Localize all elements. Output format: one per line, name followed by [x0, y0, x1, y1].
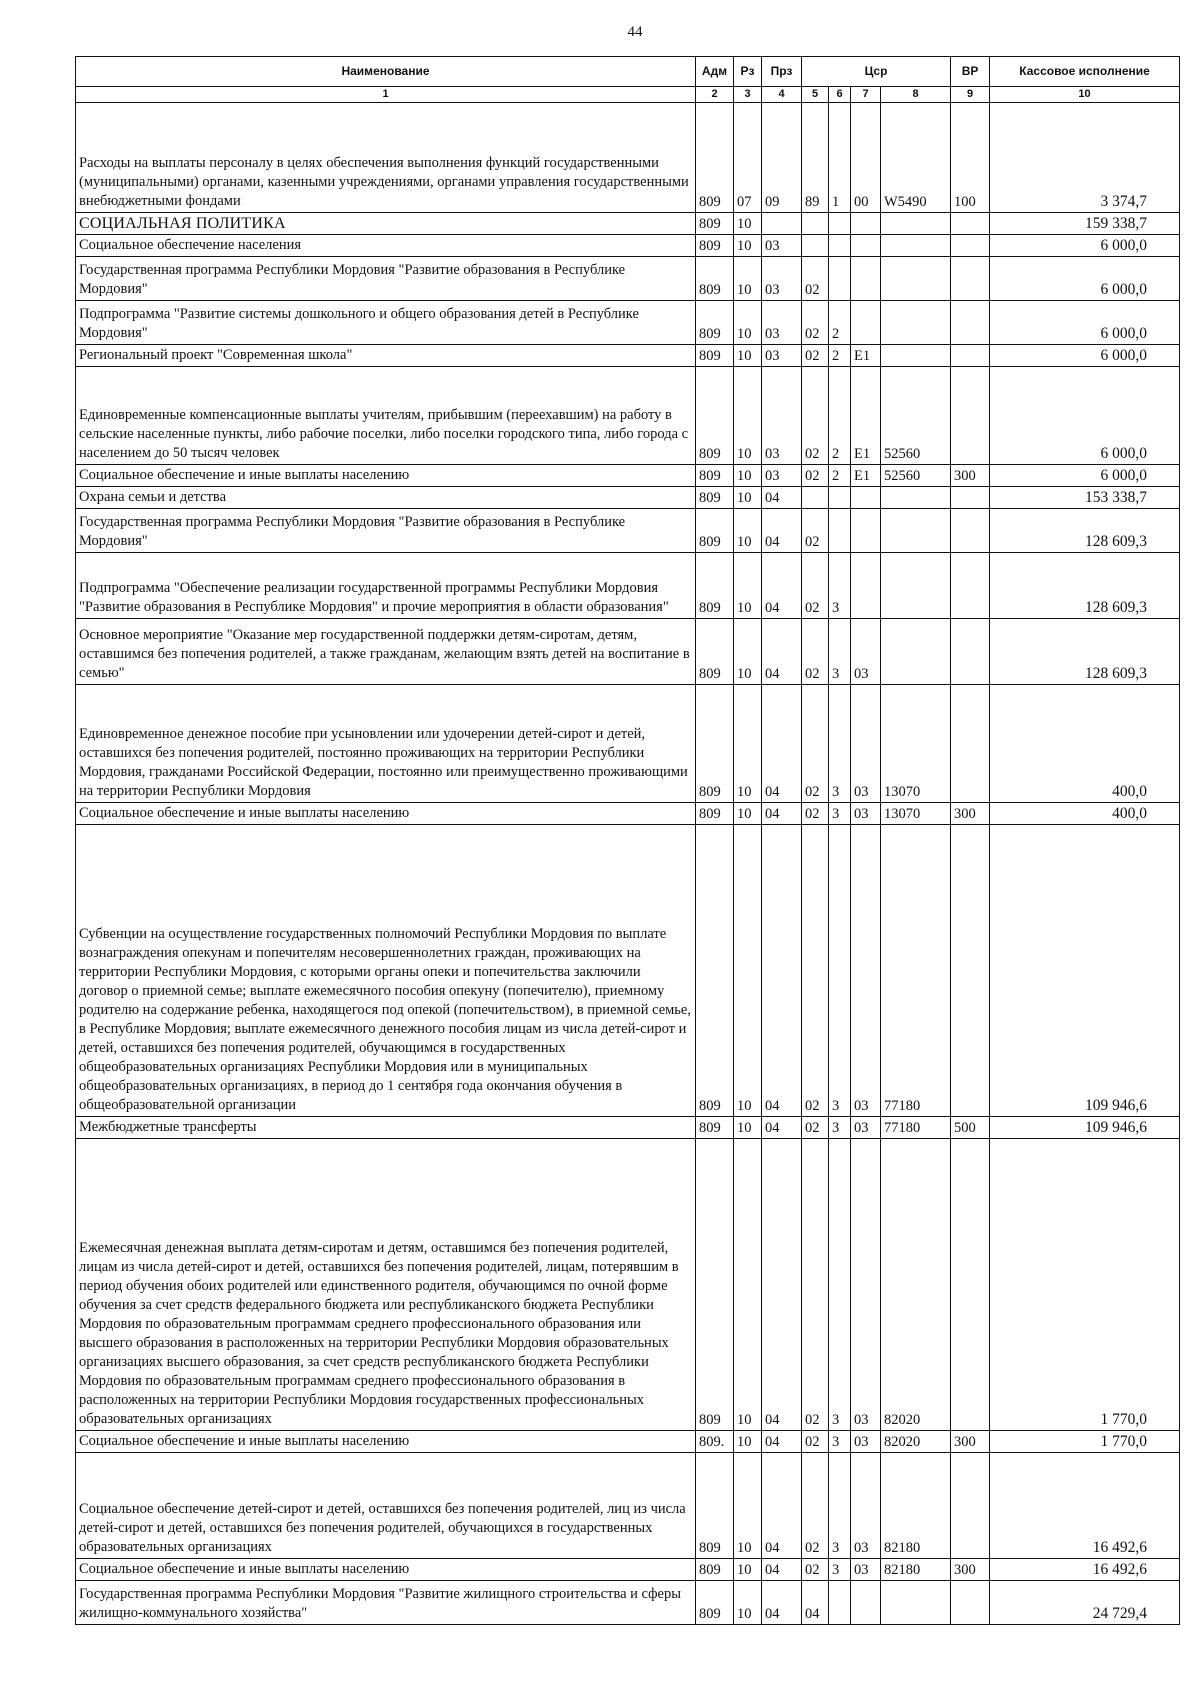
row-csr-direction: 82180 — [881, 1559, 951, 1581]
table-row — [76, 465, 1180, 487]
col-number: 10 — [990, 87, 1180, 103]
row-csr-subprogram — [829, 509, 851, 553]
table-row — [76, 257, 1180, 301]
row-csr-direction — [881, 619, 951, 685]
row-csr-direction — [881, 345, 951, 367]
row-csr-direction — [881, 553, 951, 619]
row-csr-program: 02 — [802, 619, 829, 685]
row-name: Единовременные компенсационные выплаты учителям, прибывшим (переехавшим) на работу в сельские населенные пункты, либо рабочие поселки, либо поселки городского типа, либо города с населением до 50 тысяч человек — [76, 367, 696, 465]
row-vr — [951, 1139, 990, 1431]
table-row — [76, 345, 1180, 367]
row-rz: 10 — [734, 1559, 762, 1581]
row-rz: 10 — [734, 1431, 762, 1453]
row-amount: 128 609,3 — [990, 509, 1180, 553]
row-csr-program: 02 — [802, 301, 829, 345]
row-rz: 10 — [734, 1581, 762, 1625]
row-csr-subprogram — [829, 235, 851, 257]
row-csr-subprogram — [829, 257, 851, 301]
row-name: Субвенции на осуществление государственных полномочий Республики Мордовия по выплате вознаграждения опекунам и попечителям несовершеннолетних граждан, проживающих на территории Республики Мордовия, с которыми органы опеки и попечительства заключили договор о приемной семье; выплате ежемесячного пособия опекуну (попечителю), приемному родителю на содержание ребенка, находящегося под опекой (попечительством), в приемной семье, в Республике Мордовия; выплате ежемесячного денежного пособия лицам из числа детей-сирот и детей, оставшихся без попечения родителей, обучающимся в государственных общеобразовательных организациях Республики Мордовия или в муниципальных общеобразовательных организациях, в период до 1 сентября года окончания обучения в общеобразовательной организации — [76, 825, 696, 1117]
row-csr-direction — [881, 257, 951, 301]
row-vr — [951, 345, 990, 367]
row-adm: 809 — [696, 345, 734, 367]
row-vr — [951, 553, 990, 619]
table-row — [76, 1453, 1180, 1559]
row-csr-subprogram: 3 — [829, 1139, 851, 1431]
row-csr-direction: 77180 — [881, 1117, 951, 1139]
row-vr: 300 — [951, 803, 990, 825]
row-amount: 128 609,3 — [990, 619, 1180, 685]
row-vr — [951, 367, 990, 465]
row-name: Государственная программа Республики Мордовия "Развитие жилищного строительства и сферы жилищно-коммунального хозяйства" — [76, 1581, 696, 1625]
row-csr-program — [802, 213, 829, 235]
row-vr: 100 — [951, 103, 990, 213]
row-name: Социальное обеспечение и иные выплаты населению — [76, 465, 696, 487]
row-csr-direction — [881, 213, 951, 235]
table-row — [76, 487, 1180, 509]
row-rz: 10 — [734, 345, 762, 367]
row-csr-direction: 13070 — [881, 685, 951, 803]
row-csr-program: 89 — [802, 103, 829, 213]
row-vr: 300 — [951, 1431, 990, 1453]
page-number: 44 — [627, 24, 643, 40]
col-number: 7 — [851, 87, 881, 103]
table-row — [76, 213, 1180, 235]
row-rz: 10 — [734, 509, 762, 553]
table-row — [76, 825, 1180, 1117]
row-adm: 809 — [696, 103, 734, 213]
row-csr-program: 02 — [802, 1431, 829, 1453]
row-csr-direction: 52560 — [881, 367, 951, 465]
row-name: СОЦИАЛЬНАЯ ПОЛИТИКА — [76, 213, 696, 235]
row-csr-event: 03 — [851, 1117, 881, 1139]
row-csr-program — [802, 235, 829, 257]
row-csr-subprogram — [829, 487, 851, 509]
row-csr-event — [851, 213, 881, 235]
row-csr-program: 02 — [802, 367, 829, 465]
row-vr — [951, 619, 990, 685]
row-amount: 153 338,7 — [990, 487, 1180, 509]
row-csr-event: 03 — [851, 1559, 881, 1581]
row-csr-event — [851, 257, 881, 301]
row-amount: 1 770,0 — [990, 1431, 1180, 1453]
row-prz: 03 — [762, 301, 802, 345]
row-prz: 04 — [762, 553, 802, 619]
row-rz: 10 — [734, 1139, 762, 1431]
row-amount: 400,0 — [990, 685, 1180, 803]
row-name: Социальное обеспечение и иные выплаты населению — [76, 1431, 696, 1453]
row-vr: 300 — [951, 1559, 990, 1581]
row-prz: 04 — [762, 1453, 802, 1559]
row-csr-direction: 52560 — [881, 465, 951, 487]
row-prz: 04 — [762, 1581, 802, 1625]
header-csr: Цср — [802, 57, 951, 87]
row-vr — [951, 235, 990, 257]
row-adm: 809 — [696, 1581, 734, 1625]
budget-execution-table — [75, 56, 1180, 1625]
row-csr-event: 00 — [851, 103, 881, 213]
table-row — [76, 619, 1180, 685]
row-amount: 16 492,6 — [990, 1559, 1180, 1581]
row-rz: 10 — [734, 301, 762, 345]
header-vr: ВР — [951, 57, 990, 87]
row-csr-subprogram: 2 — [829, 367, 851, 465]
row-csr-subprogram — [829, 1581, 851, 1625]
row-name: Межбюджетные трансферты — [76, 1117, 696, 1139]
row-csr-event — [851, 1581, 881, 1625]
row-csr-program — [802, 487, 829, 509]
row-rz: 10 — [734, 465, 762, 487]
row-rz: 10 — [734, 553, 762, 619]
row-csr-direction: 82020 — [881, 1139, 951, 1431]
row-amount: 6 000,0 — [990, 367, 1180, 465]
table-row — [76, 301, 1180, 345]
row-rz: 10 — [734, 235, 762, 257]
row-csr-direction — [881, 1581, 951, 1625]
row-prz: 03 — [762, 465, 802, 487]
column-number-row — [76, 87, 1180, 103]
row-rz: 10 — [734, 367, 762, 465]
row-prz: 03 — [762, 345, 802, 367]
row-amount: 1 770,0 — [990, 1139, 1180, 1431]
table-row — [76, 235, 1180, 257]
row-vr — [951, 685, 990, 803]
table-row — [76, 1117, 1180, 1139]
row-csr-program: 02 — [802, 1559, 829, 1581]
col-number: 8 — [881, 87, 951, 103]
row-vr — [951, 257, 990, 301]
row-csr-program: 02 — [802, 685, 829, 803]
row-name: Государственная программа Республики Мордовия "Развитие образования в Республике Мордовия" — [76, 257, 696, 301]
header-prz: Прз — [762, 57, 802, 87]
col-number: 1 — [76, 87, 696, 103]
row-name: Охрана семьи и детства — [76, 487, 696, 509]
row-amount: 6 000,0 — [990, 257, 1180, 301]
row-csr-event — [851, 509, 881, 553]
row-name: Социальное обеспечение и иные выплаты населению — [76, 1559, 696, 1581]
row-prz: 04 — [762, 509, 802, 553]
col-number: 4 — [762, 87, 802, 103]
row-csr-event: 03 — [851, 619, 881, 685]
row-csr-subprogram: 3 — [829, 1117, 851, 1139]
row-csr-subprogram: 3 — [829, 685, 851, 803]
row-vr — [951, 1453, 990, 1559]
row-csr-program: 02 — [802, 1453, 829, 1559]
row-prz: 04 — [762, 487, 802, 509]
table-row — [76, 553, 1180, 619]
row-csr-subprogram: 2 — [829, 465, 851, 487]
row-adm: 809 — [696, 1117, 734, 1139]
row-rz: 10 — [734, 685, 762, 803]
row-adm: 809 — [696, 509, 734, 553]
row-name: Подпрограмма "Развитие системы дошкольного и общего образования детей в Республике Мордовия" — [76, 301, 696, 345]
col-number: 2 — [696, 87, 734, 103]
row-name: Социальное обеспечение населения — [76, 235, 696, 257]
row-rz: 10 — [734, 487, 762, 509]
row-amount: 24 729,4 — [990, 1581, 1180, 1625]
row-csr-direction — [881, 301, 951, 345]
row-csr-subprogram: 2 — [829, 301, 851, 345]
row-prz: 04 — [762, 685, 802, 803]
row-csr-direction — [881, 235, 951, 257]
row-amount: 159 338,7 — [990, 213, 1180, 235]
row-csr-direction: 77180 — [881, 825, 951, 1117]
row-rz: 10 — [734, 803, 762, 825]
row-prz: 03 — [762, 367, 802, 465]
row-adm: 809 — [696, 1559, 734, 1581]
row-csr-event: 03 — [851, 1453, 881, 1559]
row-name: Основное мероприятие "Оказание мер государственной поддержки детям-сиротам, детям, оставшимся без попечения родителей, а также гражданам, желающим взять детей на воспитание в семью" — [76, 619, 696, 685]
row-rz: 10 — [734, 1117, 762, 1139]
row-csr-event — [851, 487, 881, 509]
row-csr-direction: W5490 — [881, 103, 951, 213]
table-body — [76, 103, 1180, 1625]
row-rz: 10 — [734, 619, 762, 685]
row-csr-program: 02 — [802, 465, 829, 487]
row-csr-direction: 82180 — [881, 1453, 951, 1559]
table-row — [76, 509, 1180, 553]
row-vr: 500 — [951, 1117, 990, 1139]
row-csr-program: 02 — [802, 803, 829, 825]
row-vr — [951, 301, 990, 345]
row-adm: 809 — [696, 235, 734, 257]
table-row — [76, 367, 1180, 465]
row-csr-event: 03 — [851, 825, 881, 1117]
row-adm: 809 — [696, 465, 734, 487]
table-row — [76, 1581, 1180, 1625]
row-adm: 809 — [696, 213, 734, 235]
row-prz — [762, 213, 802, 235]
row-vr — [951, 509, 990, 553]
row-rz: 10 — [734, 213, 762, 235]
row-csr-program: 02 — [802, 1117, 829, 1139]
row-adm: 809. — [696, 1431, 734, 1453]
header-adm: Адм — [696, 57, 734, 87]
row-csr-subprogram: 3 — [829, 1431, 851, 1453]
table-row — [76, 103, 1180, 213]
row-vr — [951, 825, 990, 1117]
row-csr-event — [851, 235, 881, 257]
row-amount: 6 000,0 — [990, 345, 1180, 367]
row-name: Региональный проект "Современная школа" — [76, 345, 696, 367]
row-csr-subprogram: 3 — [829, 825, 851, 1117]
row-csr-subprogram: 2 — [829, 345, 851, 367]
row-prz: 04 — [762, 1139, 802, 1431]
row-prz: 03 — [762, 235, 802, 257]
row-name: Расходы на выплаты персоналу в целях обеспечения выполнения функций государственными (муниципальными) органами, казенными учреждениями, органами управления государственными внебюджетными фондами — [76, 103, 696, 213]
row-rz: 10 — [734, 257, 762, 301]
row-prz: 04 — [762, 1117, 802, 1139]
row-vr — [951, 1581, 990, 1625]
row-csr-subprogram: 3 — [829, 553, 851, 619]
row-csr-subprogram: 1 — [829, 103, 851, 213]
row-csr-event: 03 — [851, 1139, 881, 1431]
row-amount: 6 000,0 — [990, 465, 1180, 487]
row-csr-subprogram: 3 — [829, 1453, 851, 1559]
row-adm: 809 — [696, 685, 734, 803]
row-vr — [951, 487, 990, 509]
row-csr-program: 02 — [802, 825, 829, 1117]
row-csr-program: 02 — [802, 345, 829, 367]
table-row — [76, 685, 1180, 803]
row-amount: 109 946,6 — [990, 825, 1180, 1117]
row-rz: 10 — [734, 825, 762, 1117]
row-adm: 809 — [696, 825, 734, 1117]
row-adm: 809 — [696, 553, 734, 619]
row-prz: 04 — [762, 619, 802, 685]
row-amount: 400,0 — [990, 803, 1180, 825]
header-rz: Рз — [734, 57, 762, 87]
row-name: Единовременное денежное пособие при усыновлении или удочерении детей-сирот и детей, оставшихся без попечения родителей, постоянно проживающих на территории Республики Мордовия, гражданами Российской Федерации, постоянно или преимущественно проживающими на территории Республики Мордовия — [76, 685, 696, 803]
header-name: Наименование — [76, 57, 696, 87]
row-adm: 809 — [696, 1139, 734, 1431]
row-csr-event: E1 — [851, 345, 881, 367]
row-csr-program: 02 — [802, 553, 829, 619]
row-csr-event: 03 — [851, 1431, 881, 1453]
row-rz: 07 — [734, 103, 762, 213]
row-csr-program: 02 — [802, 257, 829, 301]
row-csr-direction — [881, 509, 951, 553]
row-csr-event: 03 — [851, 685, 881, 803]
row-prz: 04 — [762, 825, 802, 1117]
col-number: 5 — [802, 87, 829, 103]
row-csr-program: 02 — [802, 1139, 829, 1431]
row-adm: 809 — [696, 803, 734, 825]
row-name: Социальное обеспечение и иные выплаты населению — [76, 803, 696, 825]
table-row — [76, 803, 1180, 825]
row-adm: 809 — [696, 487, 734, 509]
row-csr-program: 04 — [802, 1581, 829, 1625]
row-adm: 809 — [696, 619, 734, 685]
row-csr-program: 02 — [802, 509, 829, 553]
row-prz: 04 — [762, 803, 802, 825]
row-adm: 809 — [696, 367, 734, 465]
header-amount: Кассовое исполнение — [990, 57, 1180, 87]
row-vr: 300 — [951, 465, 990, 487]
row-amount: 16 492,6 — [990, 1453, 1180, 1559]
row-csr-subprogram: 3 — [829, 619, 851, 685]
row-prz: 09 — [762, 103, 802, 213]
header-row — [76, 57, 1180, 87]
col-number: 9 — [951, 87, 990, 103]
row-csr-subprogram: 3 — [829, 803, 851, 825]
table-row — [76, 1431, 1180, 1453]
row-adm: 809 — [696, 1453, 734, 1559]
row-prz: 04 — [762, 1559, 802, 1581]
row-name: Ежемесячная денежная выплата детям-сиротам и детям, оставшимся без попечения родителей, лицам из числа детей-сирот и детей, оставшихся без попечения родителей, лицам, потерявшим в период обучения обоих родителей или единственного родителя, обучающимся по очной форме обучения за счет средств федерального бюджета или республиканского бюджета Республики Мордовия по образовательным программам среднего профессионального образования или высшего образования в расположенных на территории Республики Мордовия образовательных организациях высшего образования, за счет средств республиканского бюджета Республики Мордовия по образовательным программам среднего профессионального образования в расположенных на территории Республики Мордовия государственных профессиональных образовательных организациях — [76, 1139, 696, 1431]
row-name: Подпрограмма "Обеспечение реализации государственной программы Республики Мордовия "Развитие образования в Республике Мордовия" и прочие мероприятия в области образования" — [76, 553, 696, 619]
row-csr-direction: 13070 — [881, 803, 951, 825]
row-csr-event: 03 — [851, 803, 881, 825]
row-amount: 109 946,6 — [990, 1117, 1180, 1139]
row-csr-direction — [881, 487, 951, 509]
row-prz: 04 — [762, 1431, 802, 1453]
row-prz: 03 — [762, 257, 802, 301]
row-vr — [951, 213, 990, 235]
row-name: Государственная программа Республики Мордовия "Развитие образования в Республике Мордовия" — [76, 509, 696, 553]
row-amount: 3 374,7 — [990, 103, 1180, 213]
row-csr-event — [851, 553, 881, 619]
col-number: 3 — [734, 87, 762, 103]
row-csr-subprogram: 3 — [829, 1559, 851, 1581]
row-csr-direction: 82020 — [881, 1431, 951, 1453]
row-amount: 128 609,3 — [990, 553, 1180, 619]
row-csr-event: E1 — [851, 465, 881, 487]
row-adm: 809 — [696, 257, 734, 301]
table-row — [76, 1139, 1180, 1431]
row-amount: 6 000,0 — [990, 235, 1180, 257]
row-csr-subprogram — [829, 213, 851, 235]
col-number: 6 — [829, 87, 851, 103]
row-rz: 10 — [734, 1453, 762, 1559]
row-name: Социальное обеспечение детей-сирот и детей, оставшихся без попечения родителей, лиц из числа детей-сирот и детей, оставшихся без попечения родителей, обучающихся в государственных образовательных организациях — [76, 1453, 696, 1559]
table-row — [76, 1559, 1180, 1581]
row-adm: 809 — [696, 301, 734, 345]
row-csr-event: E1 — [851, 367, 881, 465]
row-csr-event — [851, 301, 881, 345]
row-amount: 6 000,0 — [990, 301, 1180, 345]
